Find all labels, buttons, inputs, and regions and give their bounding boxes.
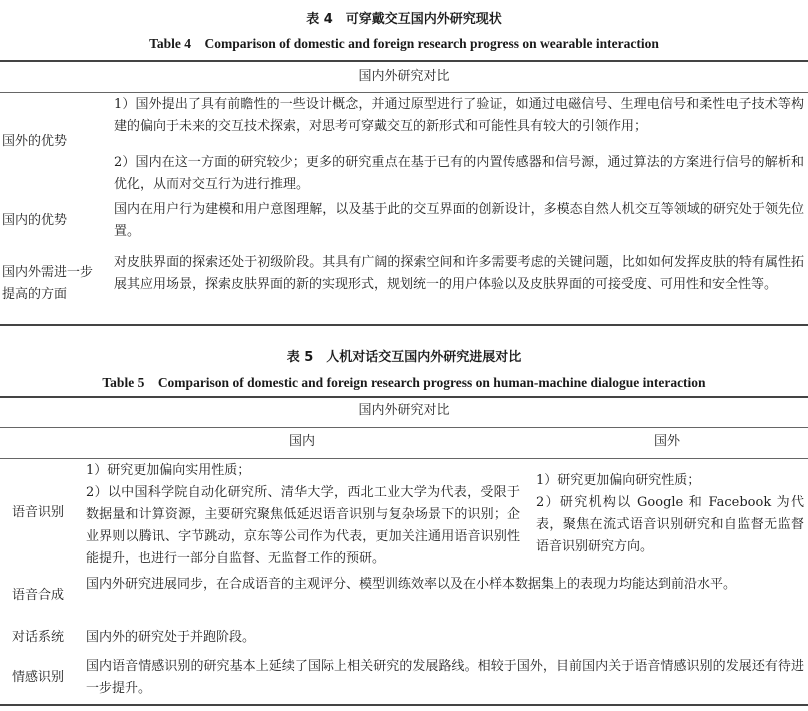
table4-caption-en: Table 4 Comparison of domestic and foreign research progress on wearable interaction <box>149 36 659 51</box>
table5-header: 国内外研究对比 <box>358 403 450 418</box>
table4-bottom-rule <box>0 324 808 326</box>
table5-row-label: 情感识别 <box>12 670 65 685</box>
table4-row-label: 国内的优势 <box>2 213 68 228</box>
table5-foreign-text: 2）研究机构以 Google 和 Facebook 为代表，聚焦在流式语音识别研究和自监督无监督语音识别研究方向。 <box>536 495 804 554</box>
table4-header: 国内外研究对比 <box>358 69 450 84</box>
table5-foreign-text: 1）研究更加偏向研究性质； <box>536 473 701 488</box>
table5-bottom-rule <box>0 704 808 706</box>
table4-caption-cn: 表 4 可穿戴交互国内外研究现状 <box>306 12 502 27</box>
table4-row-text: 2）国内在这一方面的研究较少；更多的研究重点在基于已有的内置传感器和信号源，通过算法的方案进行信号的解析和优化，从而对交互行为进行推理。 <box>114 155 804 192</box>
table5-col-foreign: 国外 <box>653 434 680 449</box>
table5-column-rule <box>0 458 808 459</box>
table5-row-label: 对话系统 <box>12 630 65 645</box>
table4-row-text: 对皮肤界面的探索还处于初级阶段。其具有广阔的探索空间和许多需要考虑的关键问题，比如如何发挥皮肤的特有属性拓展其应用场景，探索皮肤界面的新的实现形式，规划统一的用户体验以及皮肤界面的可接受度、可用性和安全性等。 <box>114 255 804 292</box>
table5-row-text: 国内外的研究处于并跑阶段。 <box>86 630 256 645</box>
table4-header-rule <box>0 92 808 93</box>
table5-top-rule <box>0 396 808 398</box>
table5-domestic-text: 1）研究更加偏向实用性质； <box>86 463 251 478</box>
table5-col-domestic: 国内 <box>288 434 315 449</box>
table5-caption-en: Table 5 Comparison of domestic and foreign research progress on human-machine dialogue interaction <box>102 375 706 390</box>
table4-row-text: 国内在用户行为建模和用户意图理解，以及基于此的交互界面的创新设计，多模态自然人机交互等领域的研究处于领先位置。 <box>114 202 804 239</box>
table5-header-rule <box>0 427 808 428</box>
table4-row-label: 提高的方面 <box>2 287 68 302</box>
table4-row-text: 1）国外提出了具有前瞻性的一些设计概念，并通过原型进行了验证，如通过电磁信号、生理电信号和柔性电子技术等构建的偏向于未来的交互技术探索，对思考可穿戴交互的新形式和可能性具有较大的引领作用； <box>114 97 804 134</box>
table5-row-text: 国内语音情感识别的研究基本上延续了国际上相关研究的发展路线。相较于国外，目前国内关于语音情感识别的发展还有待进一步提升。 <box>86 659 804 696</box>
table5-row-label: 语音合成 <box>12 588 65 603</box>
table4-row-label: 国外的优势 <box>2 134 68 149</box>
table5-row-text: 国内外研究进展同步，在合成语音的主观评分、模型训练效率以及在小样本数据集上的表现力均能达到前沿水平。 <box>86 577 737 592</box>
table4-row-label: 国内外需进一步 <box>2 265 94 280</box>
table5-caption-cn: 表 5 人机对话交互国内外研究进展对比 <box>286 350 522 365</box>
table5-row-label: 语音识别 <box>12 505 65 520</box>
table5-domestic-text: 2）以中国科学院自动化研究所、清华大学，西北工业大学为代表，受限于数据量和计算资源，主要研究聚焦低延迟语音识别与复杂场景下的识别；企业界则以腾讯、字节跳动，京东等公司作为代表，更加关注通用语音识别性能提升，也进行一部分自监督、无监督工作的预研。 <box>86 485 520 566</box>
table4-top-rule <box>0 60 808 62</box>
